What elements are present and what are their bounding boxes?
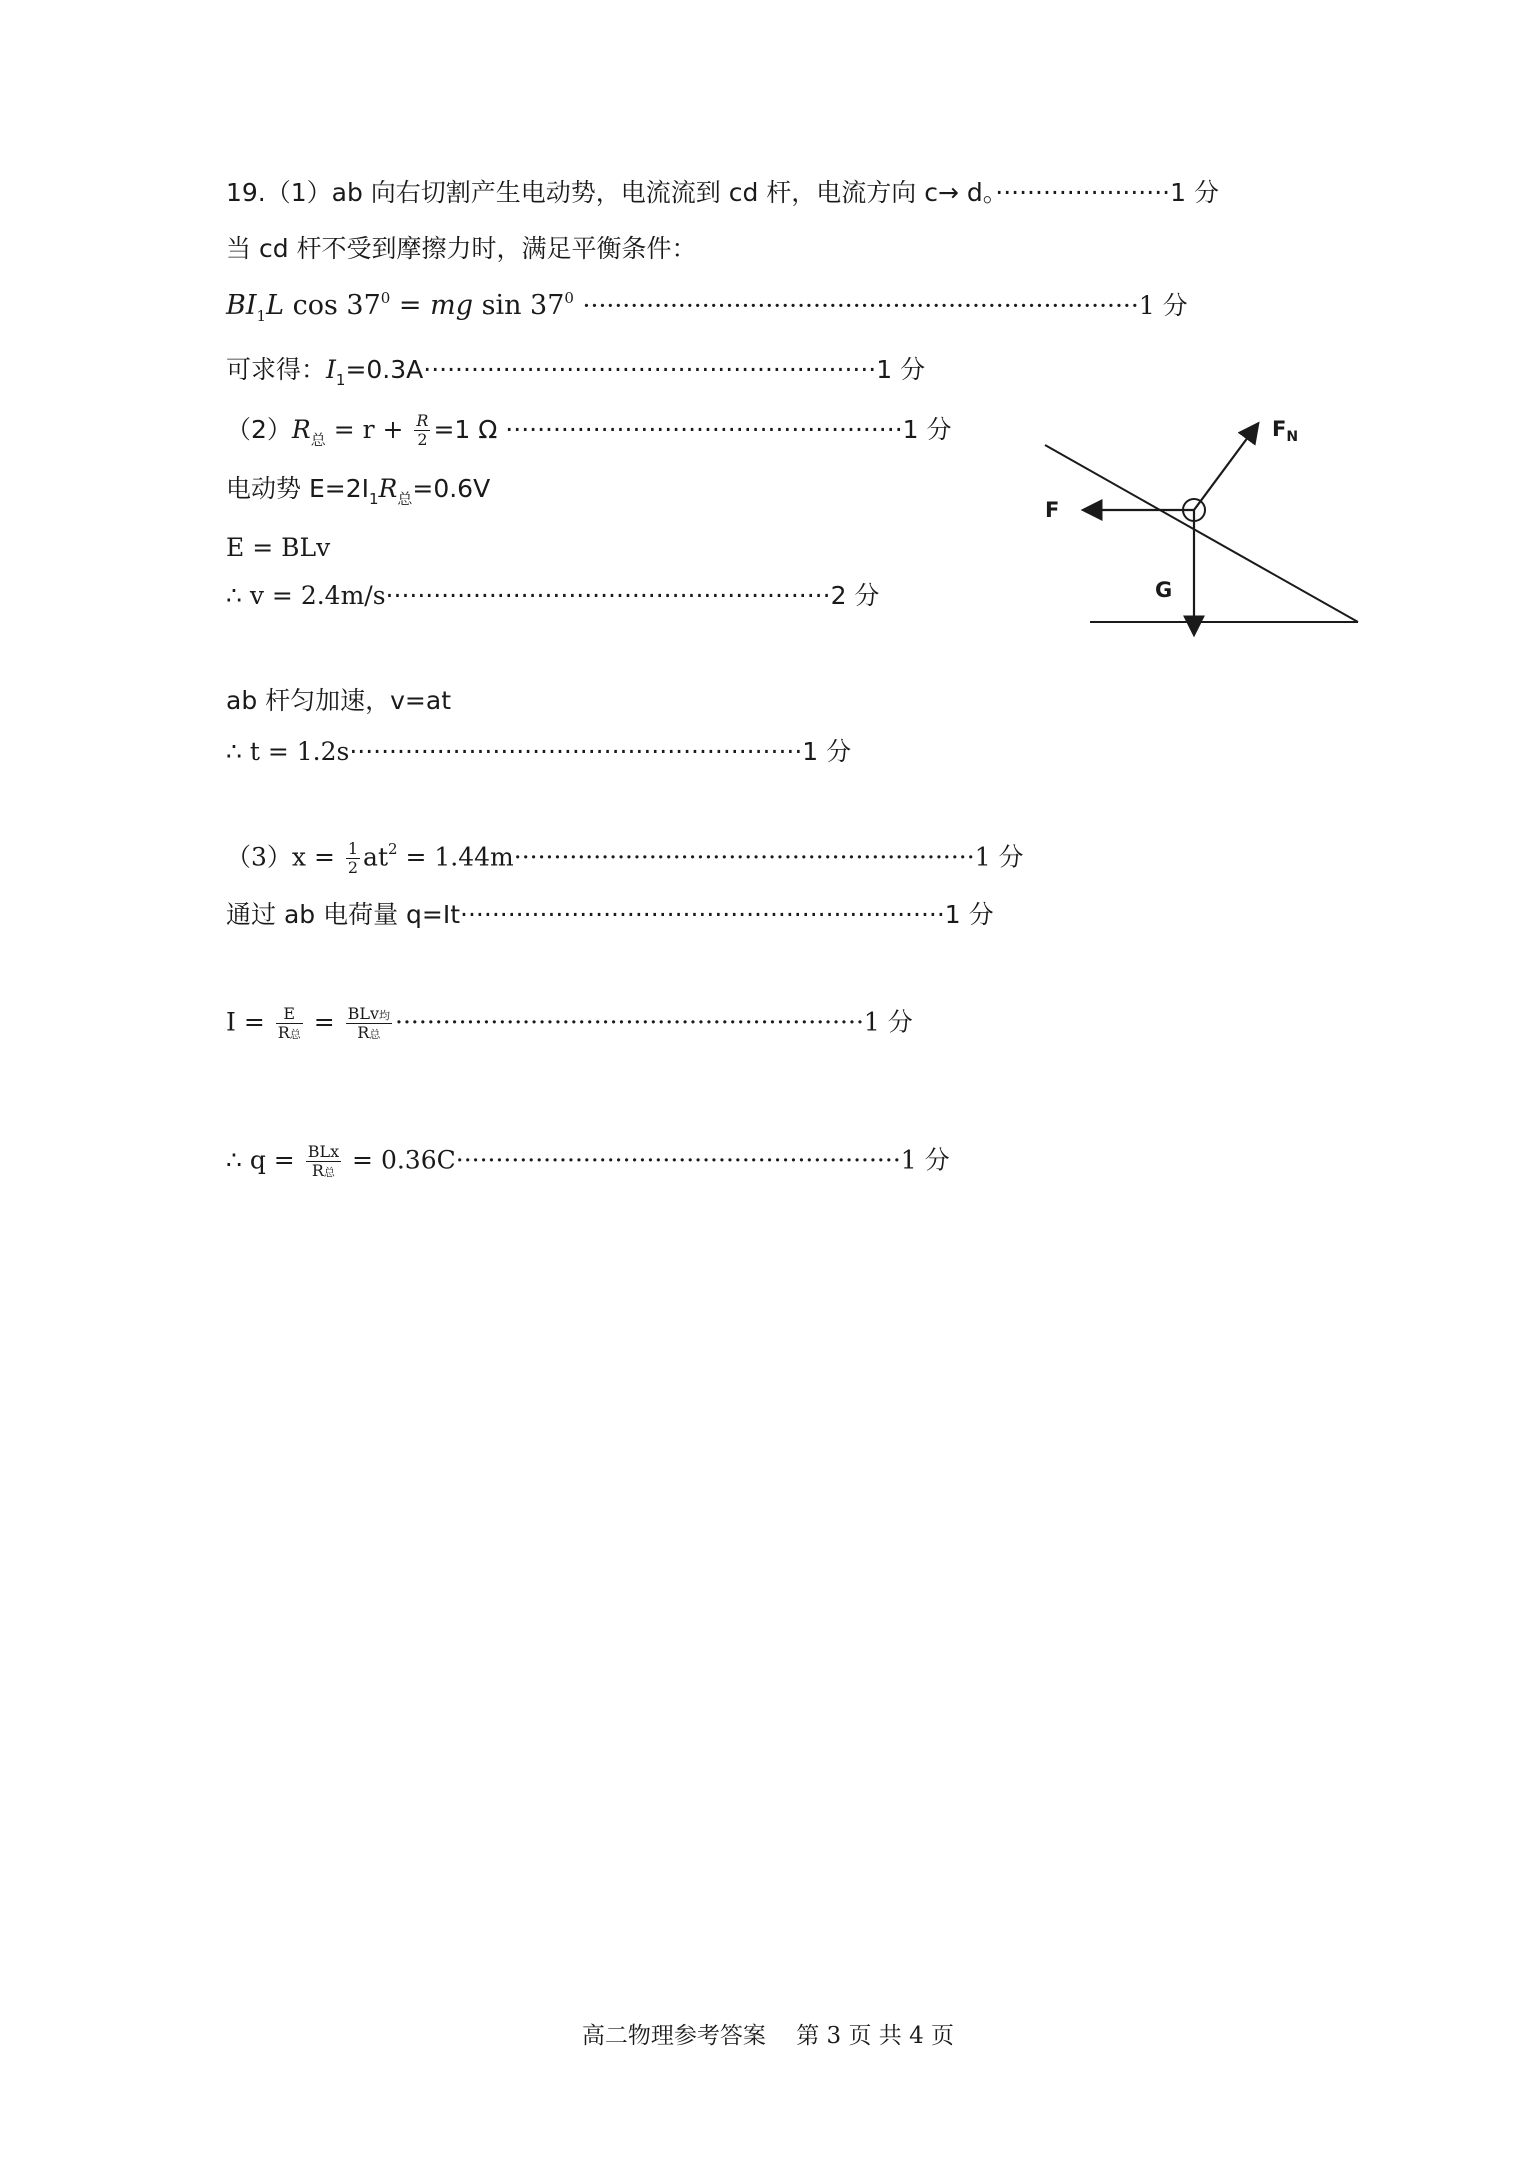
fraction-denominator: 2: [417, 430, 428, 450]
eq-symbol: I: [245, 290, 257, 321]
fraction: [346, 840, 360, 878]
score: 1 分: [944, 900, 994, 929]
q19-line12: [226, 902, 994, 927]
score: 1 分: [1170, 178, 1219, 207]
leader-dots: ··················································: [505, 414, 903, 444]
eq-text: =0.3A: [345, 355, 424, 384]
fraction-numerator: [346, 1005, 392, 1024]
q19-line1: [226, 180, 1219, 205]
fraction-numerator: R: [416, 411, 429, 430]
score: 1 分: [876, 355, 926, 384]
line-text: ∴ q =: [226, 1145, 303, 1175]
leader-dots: ·························································: [423, 355, 877, 384]
equilibrium-equation: [226, 289, 1188, 325]
eq-subscript: 1: [368, 490, 379, 508]
line-text: 电动势 E=2I: [226, 474, 369, 503]
fraction: [276, 1005, 303, 1043]
fraction-numerator: E: [276, 1005, 303, 1024]
fraction-denominator: 2: [347, 858, 359, 878]
fraction: [346, 1005, 392, 1043]
force-diagram: [1040, 405, 1370, 650]
eq-subscript: 总: [397, 490, 413, 508]
fraction-denominator: [276, 1024, 303, 1042]
q19-line2: 当 cd 杆不受到摩擦力时，满足平衡条件：: [226, 234, 697, 263]
leader-dots: ·························································: [349, 737, 803, 766]
line-text: （2）: [226, 414, 292, 444]
eq-subscript: 总: [310, 430, 326, 449]
line-text: ∴ t = 1.2s: [226, 737, 350, 766]
leader-dots: ······················: [995, 178, 1171, 207]
eq-symbol: L: [266, 290, 284, 321]
page-footer: 高二物理参考答案 第 3 页 共 4 页: [581, 2023, 955, 2049]
fraction-denominator: [306, 1162, 341, 1180]
q19-line5: [226, 412, 952, 450]
line-text: （3）x =: [226, 842, 343, 872]
eq-text: = 1.44m: [397, 842, 514, 872]
fraction-den-text: R: [277, 1023, 290, 1043]
eq-text: = 0.36C: [344, 1145, 456, 1175]
label-fn-text: F: [1272, 417, 1287, 441]
eq-text: =1 Ω: [433, 414, 506, 444]
eq-text: sin 37: [473, 290, 565, 321]
fraction-den-text: R: [311, 1161, 324, 1181]
fraction-den-sub: 总: [289, 1028, 301, 1042]
eq-subscript: 1: [256, 307, 267, 325]
fraction: [414, 412, 430, 450]
fraction-num-sub: 均: [379, 1009, 391, 1022]
score: 1 分: [802, 737, 852, 766]
fraction: [306, 1143, 341, 1181]
eq-symbol: B: [226, 290, 246, 321]
q19-line6: [226, 474, 491, 508]
fraction-den-text: R: [357, 1023, 370, 1043]
normal-force-arrow: [1194, 425, 1257, 510]
line-text: I =: [226, 1007, 273, 1037]
eq-superscript: 0: [380, 289, 391, 307]
q19-line14: [226, 1143, 950, 1181]
score: 1 分: [902, 414, 952, 444]
eq-symbol: R: [378, 474, 398, 503]
line-text: 可求得：: [226, 355, 327, 384]
score: 1 分: [863, 1007, 913, 1037]
eq-text: at: [363, 842, 388, 872]
label-applied-force: F: [1045, 498, 1060, 522]
leader-dots: ···························································: [395, 1007, 864, 1037]
line-text: 通过 ab 电荷量 q=It: [226, 900, 461, 929]
leader-dots: ·····························································: [460, 900, 945, 929]
line-text: ∴ v = 2.4m/s: [226, 581, 386, 610]
label-gravity: G: [1155, 578, 1173, 602]
score: 1 分: [974, 842, 1024, 872]
eq-text: = r +: [325, 414, 412, 444]
leader-dots: ························································: [455, 1145, 901, 1175]
fraction-numerator: BLx: [307, 1142, 340, 1161]
fraction-den-sub: 总: [323, 1166, 335, 1180]
fraction-numerator: 1: [347, 839, 359, 858]
eq-text: =: [390, 290, 431, 321]
q19-line11: [226, 840, 1024, 878]
q19-line10: [226, 739, 851, 764]
leader-dots: ··························································: [513, 842, 975, 872]
score: 2 分: [830, 581, 880, 610]
q19-line13: [226, 1005, 913, 1043]
fraction-denominator: [346, 1024, 392, 1042]
eq-text: cos 37: [284, 290, 381, 321]
eq-symbol: mg: [430, 290, 473, 321]
eq-subscript: 1: [335, 371, 346, 389]
eq-superscript: 0: [564, 289, 574, 307]
eq-text: =: [305, 1007, 343, 1037]
leader-dots: ······································································: [582, 291, 1139, 320]
eq-text: =0.6V: [412, 474, 491, 503]
incline-line: [1045, 445, 1358, 622]
score: 1 分: [900, 1145, 950, 1175]
leader-dots: ························································: [385, 581, 831, 610]
fraction-den-sub: 总: [369, 1028, 381, 1042]
label-fn-sub: N: [1286, 429, 1299, 445]
eq-superscript: 2: [388, 840, 398, 859]
q19-line7: E = BLv: [226, 533, 331, 562]
score: 1 分: [1138, 291, 1188, 320]
eq-symbol: I: [326, 355, 336, 384]
fraction-num-text: BLv: [347, 1004, 380, 1023]
eq-symbol: R: [291, 414, 311, 444]
q19-line1-text: 19.（1）ab 向右切割产生电动势，电流流到 cd 杆，电流方向 c→ d。: [226, 178, 996, 207]
q19-line4: [226, 355, 926, 389]
label-normal-force: [1272, 417, 1298, 445]
q19-line9: ab 杆匀加速，v=at: [226, 686, 452, 715]
q19-line8: [226, 583, 879, 608]
